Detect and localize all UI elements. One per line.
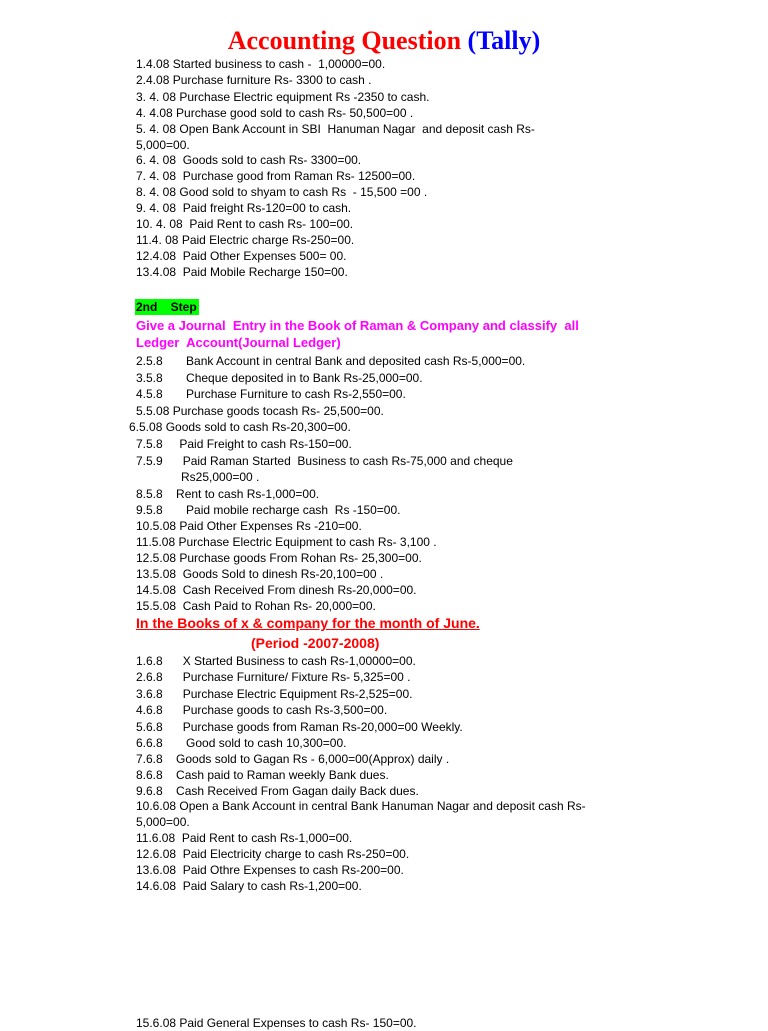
may-entry: 14.5.08 Cash Received From dinesh Rs-20,000=00. xyxy=(136,583,417,597)
june-entry: 14.6.08 Paid Salary to cash Rs-1,200=00. xyxy=(136,879,362,893)
april-entry: 8. 4. 08 Good sold to shyam to cash Rs - 15,500 =00 . xyxy=(136,185,428,199)
june-entry: 1.6.8 X Started Business to cash Rs-1,00000=00. xyxy=(136,654,416,668)
june-entry: 5.6.8 Purchase goods from Raman Rs-20,000=00 Weekly. xyxy=(136,720,463,734)
may-entry: 7.5.8 Paid Freight to cash Rs-150=00. xyxy=(136,437,352,451)
april-entry: 10. 4. 08 Paid Rent to cash Rs- 100=00. xyxy=(136,217,354,231)
june-entry: 13.6.08 Paid Othre Expenses to cash Rs-200=00. xyxy=(136,863,404,877)
april-entry: 2.4.08 Purchase furniture Rs- 3300 to cash . xyxy=(136,73,372,87)
april-entry: 4. 4.08 Purchase good sold to cash Rs- 50,500=00 . xyxy=(136,106,414,120)
april-entry: 6. 4. 08 Goods sold to cash Rs- 3300=00. xyxy=(136,153,362,167)
may-entry: 6.5.08 Goods sold to cash Rs-20,300=00. xyxy=(129,420,351,434)
may-entry: 4.5.8 Purchase Furniture to cash Rs-2,550=00. xyxy=(136,387,406,401)
june-entry-cut-off: 15.6.08 Paid General Expenses to cash Rs- 150=00. xyxy=(136,1016,417,1030)
june-entry: 6.6.8 Good sold to cash 10,300=00. xyxy=(136,736,347,750)
june-entry: 10.6.08 Open a Bank Account in central Bank Hanuman Nagar and deposit cash Rs- xyxy=(136,799,586,813)
page-title xyxy=(0,24,768,58)
may-entry: 15.5.08 Cash Paid to Rohan Rs- 20,000=00. xyxy=(136,599,376,613)
period-heading: (Period -2007-2008) xyxy=(251,635,380,651)
may-entry: 9.5.8 Paid mobile recharge cash Rs -150=00. xyxy=(136,503,401,517)
april-entry: 9. 4. 08 Paid freight Rs-120=00 to cash. xyxy=(136,201,352,215)
june-entry: 12.6.08 Paid Electricity charge to cash Rs-250=00. xyxy=(136,847,410,861)
may-entry: 13.5.08 Goods Sold to dinesh Rs-20,100=00 . xyxy=(136,567,384,581)
may-entry: 8.5.8 Rent to cash Rs-1,000=00. xyxy=(136,487,320,501)
april-entry: 3. 4. 08 Purchase Electric equipment Rs -2350 to cash. xyxy=(136,90,430,104)
june-entry: 11.6.08 Paid Rent to cash Rs-1,000=00. xyxy=(136,831,353,845)
title-tally: (Tally) xyxy=(467,26,541,55)
june-entry: 8.6.8 Cash paid to Raman weekly Bank dues. xyxy=(136,768,389,782)
june-entry: 3.6.8 Purchase Electric Equipment Rs-2,525=00. xyxy=(136,687,413,701)
april-entry: 1.4.08 Started business to cash - 1,00000=00. xyxy=(136,57,386,71)
april-entry: 12.4.08 Paid Other Expenses 500= 00. xyxy=(136,249,347,263)
may-entry: 10.5.08 Paid Other Expenses Rs -210=00. xyxy=(136,519,362,533)
title-main: Accounting Question xyxy=(227,26,462,55)
june-entry: 9.6.8 Cash Received From Gagan daily Back dues. xyxy=(136,784,419,798)
may-entry: 5.5.08 Purchase goods tocash Rs- 25,500=00. xyxy=(136,404,384,418)
june-entry: 2.6.8 Purchase Furniture/ Fixture Rs- 5,325=00 . xyxy=(136,670,411,684)
april-entry-continuation: 5,000=00. xyxy=(136,138,190,152)
may-entry: 3.5.8 Cheque deposited in to Bank Rs-25,000=00. xyxy=(136,371,423,385)
april-entry: 5. 4. 08 Open Bank Account in SBI Hanuman Nagar and deposit cash Rs- xyxy=(136,122,535,136)
step-label: 2nd Step xyxy=(136,300,197,314)
journal-heading: Give a Journal Entry in the Book of Raman & Company and classify all xyxy=(136,318,579,333)
june-entry: 4.6.8 Purchase goods to cash Rs-3,500=00. xyxy=(136,703,388,717)
journal-heading-line2: Ledger Account(Journal Ledger) xyxy=(136,335,341,350)
may-entry: 2.5.8 Bank Account in central Bank and deposited cash Rs-5,000=00. xyxy=(136,354,526,368)
june-heading: In the Books of x & company for the month of June. xyxy=(136,615,480,631)
june-entry: 7.6.8 Goods sold to Gagan Rs - 6,000=00(Approx) daily . xyxy=(136,752,450,766)
may-entry: 11.5.08 Purchase Electric Equipment to cash Rs- 3,100 . xyxy=(136,535,437,549)
june-entry-continuation: 5,000=00. xyxy=(136,815,190,829)
april-entry: 13.4.08 Paid Mobile Recharge 150=00. xyxy=(136,265,348,279)
may-entry: 12.5.08 Purchase goods From Rohan Rs- 25,300=00. xyxy=(136,551,422,565)
april-entry: 11.4. 08 Paid Electric charge Rs-250=00. xyxy=(136,233,355,247)
may-entry: 7.5.9 Paid Raman Started Business to cash Rs-75,000 and cheque xyxy=(136,454,513,468)
april-entry: 7. 4. 08 Purchase good from Raman Rs- 12500=00. xyxy=(136,169,416,183)
may-entry-continuation: Rs25,000=00 . xyxy=(181,470,260,484)
